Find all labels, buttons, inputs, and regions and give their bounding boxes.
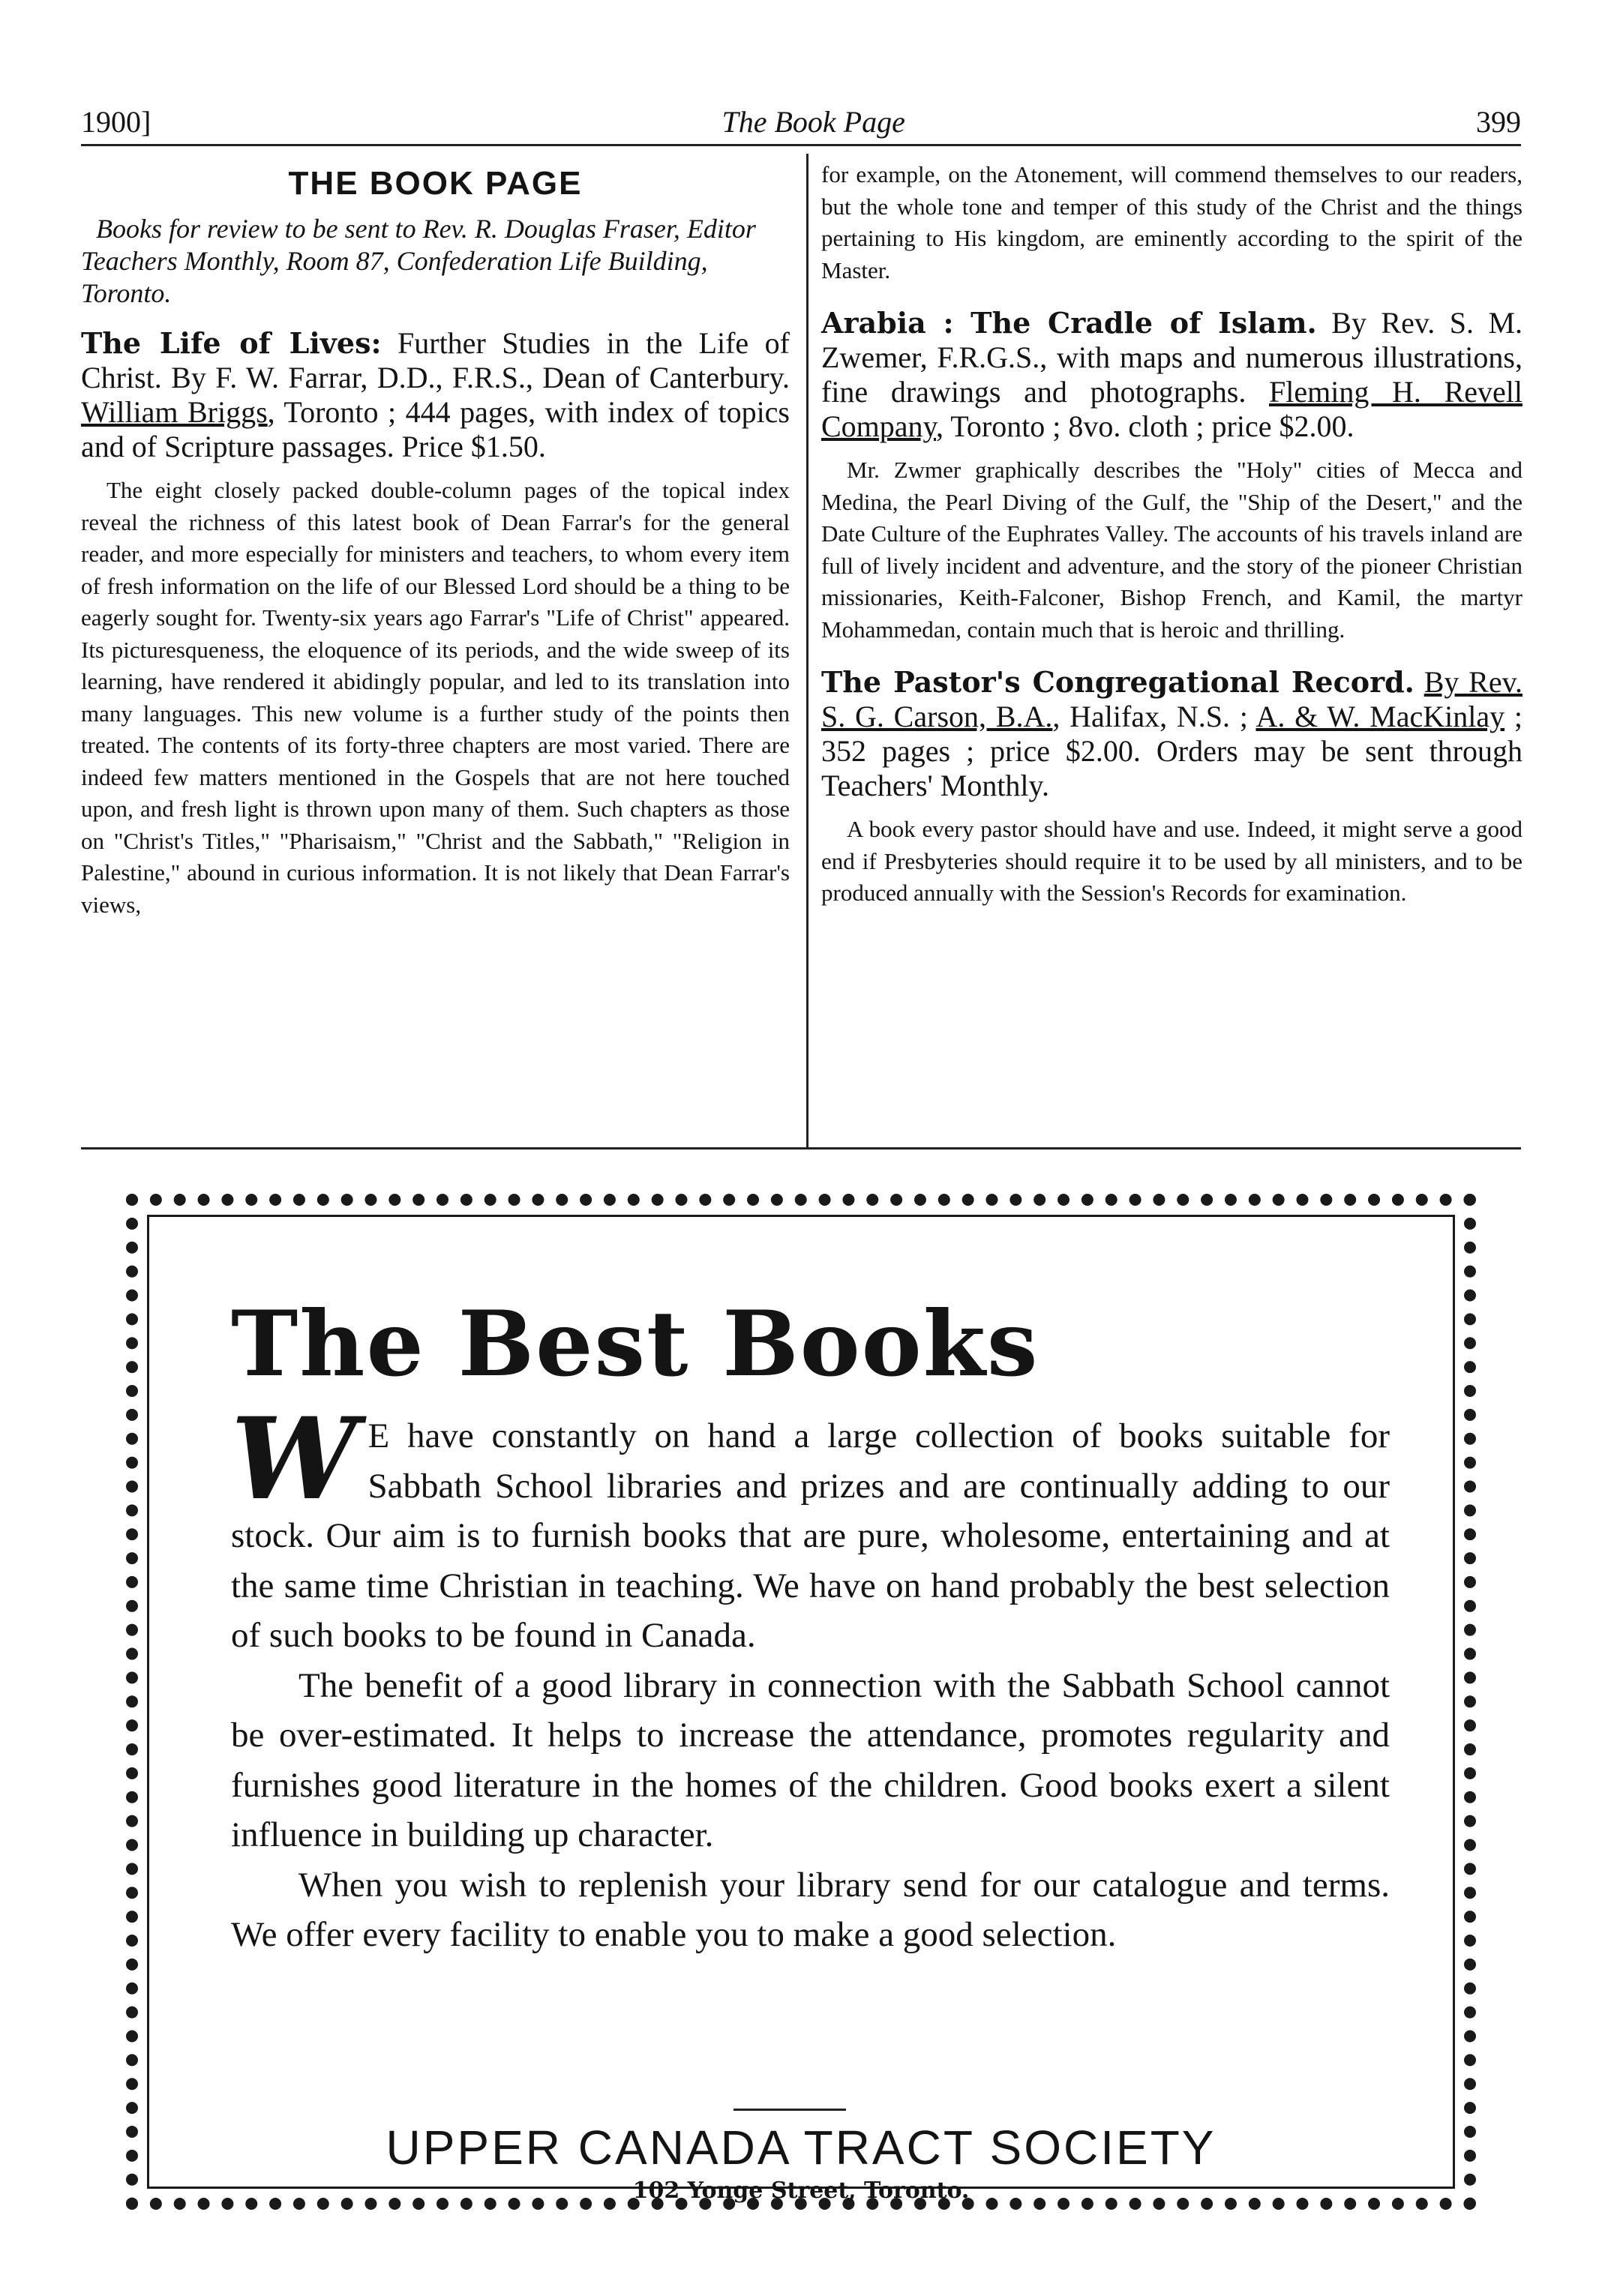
header-year: 1900] <box>81 104 152 139</box>
review-body: The eight closely packed double-column pages of the topical index reveal the richness of this latest book of Dean Farrar's for the general reader, and more especially for ministers and teachers, to whom every item of fresh information on the life of our Blessed Lord should be a thing to be eagerly sought for. Twenty-six years ago Farrar's "Life of Christ" appeared. Its picturesqueness, the eloquence of its periods, and the wide sweep of its learning, have rendered it abidingly popular, and led to its translation into many languages. This new volume is a further study of the points then treated. The contents of its forty-three chapters are most varied. There are indeed few matters mentioned in the Gospels that are not here touched upon, and fresh light is thrown upon many of them. Such chapters as those on "Christ's Titles," "Pharisaism," "Christ and the Sabbath," "Religion in Palestine," abound in curious information. It is not likely that Dean Farrar's views, <box>81 477 790 918</box>
book-details: Further Studies in the Life of Christ. By F. W. Farrar, D.D., F.R.S., Dean of Canterbury. <box>81 326 790 394</box>
book-details-end: , Toronto ; 444 pages, with index of topics and of Scripture passages. Price $1.50. <box>81 395 790 463</box>
page-number: 399 <box>1475 104 1521 139</box>
book-details-end: , Toronto ; 8vo. cloth ; price $2.00. <box>935 409 1354 443</box>
ad-paragraph-text: E have constantly on hand a large collection of books suitable for Sabbath School libraries and prizes and are continually adding to our stock. Our aim is to furnish books that are pure, wholesome, entertaining and at the same time Christian in teaching. We have on hand probably the best selection of such books to be found in Canada. <box>231 1416 1390 1655</box>
review-arabia <box>821 306 1522 646</box>
advertisement-box <box>126 1194 1476 2210</box>
review-body: Mr. Zwmer graphically describes the "Holy" cities of Mecca and Medina, the Pearl Diving of the Gulf, the "Ship of the Desert," and the Date Culture of the Euphrates Valley. The accounts of his travels inland are full of lively incident and adventure, and the story of the pioneer Christian missionaries, Keith-Falconer, Bishop French, and Kamil, the martyr Mohammedan, contain much that is heroic and thrilling. <box>821 457 1522 643</box>
review-life-of-lives <box>81 326 790 921</box>
book-details-mid: , Halifax, N.S. ; <box>1052 700 1256 733</box>
organization-address: 102 Yonge Street, Toronto. <box>632 2178 970 2204</box>
ad-title: The Best Books <box>231 1291 1040 1397</box>
column-divider <box>806 154 808 1147</box>
ad-paragraph: The benefit of a good library in connection with the Sabbath School cannot be over-estimated. It helps to increase the attendance, promotes regularity and furnishes good literature in the homes of the children. Good books exert a silent influence in building up character. <box>231 1665 1390 1854</box>
publisher-name: William Briggs <box>81 395 268 429</box>
review-body-continued: for example, on the Atonement, will commend themselves to our readers, but the whole tone and temper of this study of the Christ and the things pertaining to His kingdom, are eminently according to the spirit of the Master. <box>821 161 1522 283</box>
section-heading: THE BOOK PAGE <box>288 165 583 202</box>
left-column <box>81 159 790 940</box>
running-title: The Book Page <box>722 104 905 139</box>
section-rule <box>81 1147 1521 1149</box>
review-body: A book every pastor should have and use. Indeed, it might serve a good end if Presbyteries should require it to be used by all ministers, and to be produced annually with the Session's Records for examination. <box>821 816 1522 906</box>
page-header <box>81 99 1521 146</box>
review-title-line <box>81 326 790 464</box>
drop-cap: W <box>231 1393 358 1525</box>
review-title-line <box>821 665 1522 803</box>
book-details-end: ; 352 pages ; price $2.00. Orders may be sent through Teachers' Monthly. <box>821 700 1522 802</box>
ad-rule <box>734 2109 846 2111</box>
publisher-name: A. & W. MacKinlay <box>1256 700 1505 733</box>
ad-body <box>231 1393 1390 1960</box>
publisher-name: Fleming H. Revell Company <box>821 375 1522 443</box>
book-title: The Pastor's Congregational Record. <box>821 665 1414 699</box>
book-title: Arabia : The Cradle of Islam. <box>821 306 1317 340</box>
review-title-line <box>821 306 1522 444</box>
book-title: The Life of Lives: <box>81 326 382 360</box>
book-details <box>1414 665 1424 699</box>
author-name: By Rev. S. G. Carson, B.A. <box>821 665 1523 733</box>
review-pastors-record <box>821 665 1522 910</box>
ad-paragraph: When you wish to replenish your library send for our catalogue and terms. We offer every facility to enable you to make a good selection. <box>231 1865 1390 1954</box>
book-details: By Rev. S. M. Zwemer, F.R.G.S., with maps and numerous illustrations, fine drawings and photographs. <box>821 306 1523 409</box>
right-column <box>821 159 1522 929</box>
editor-note: Books for review to be sent to Rev. R. Douglas Fraser, Editor Teachers Monthly, Room 87, Confederation Life Building, Toronto. <box>81 214 756 308</box>
organization-name: UPPER CANADA TRACT SOCIETY <box>386 2121 1216 2175</box>
ad-paragraph <box>231 1393 1390 1661</box>
